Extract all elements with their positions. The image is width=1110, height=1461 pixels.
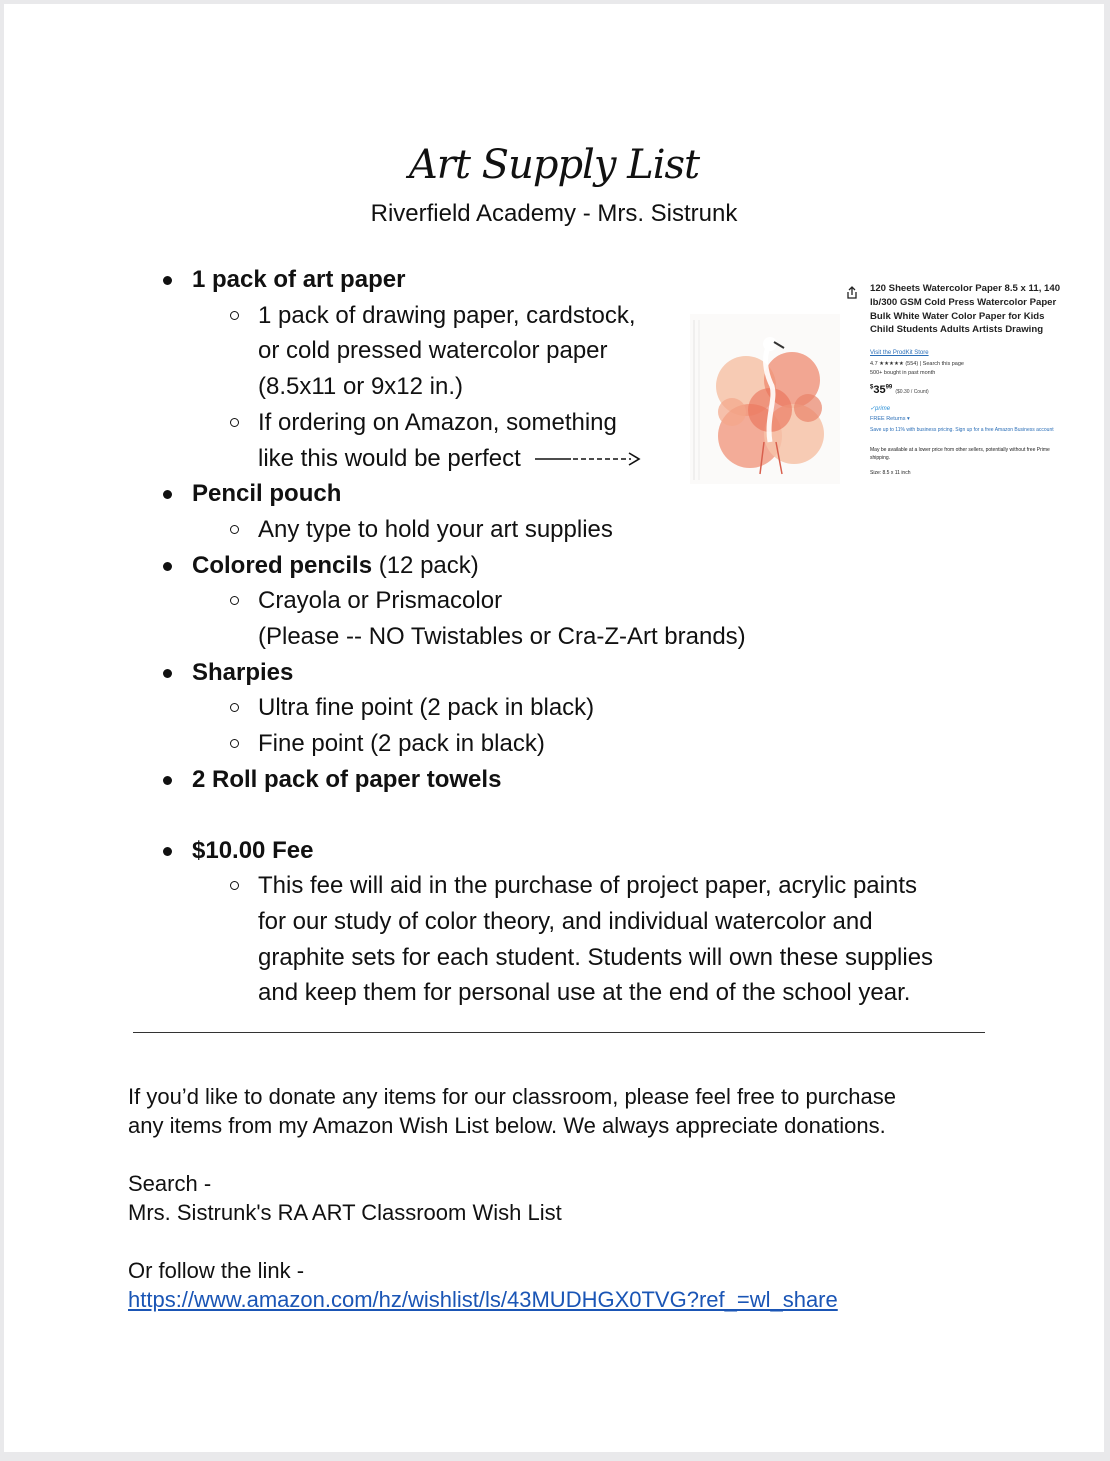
list-item-label: Colored pencils: [192, 551, 373, 579]
page-subtitle: Riverfield Academy - Mrs. Sistrunk: [370, 200, 738, 227]
sub-list: [192, 868, 1052, 1011]
list-item-label: 2 Roll pack of paper towels: [192, 765, 502, 793]
list-item-sharpies: [152, 655, 1052, 762]
sub-item-text: like this would be perfect: [258, 444, 521, 472]
sub-item-line: Fine point (2 pack in black): [258, 730, 545, 758]
page-title: Art Supply List: [408, 142, 700, 188]
sub-item-line: for our study of color theory, and individual watercolor and: [258, 907, 873, 935]
sub-item-line: 1 pack of drawing paper, cardstock,: [258, 301, 636, 329]
sub-item: [192, 868, 1052, 1011]
price-cents: 99: [885, 384, 893, 391]
wishlist-link[interactable]: https://www.amazon.com/hz/wishlist/ls/43MUDHGX0TVG?ref_=wl_share: [128, 1287, 838, 1312]
sub-item-line: (Please -- NO Twistables or Cra-Z-Art brands): [258, 623, 746, 651]
sub-item-line: Any type to hold your art supplies: [258, 515, 613, 543]
sub-list: [192, 583, 1052, 654]
free-returns-label: FREE Returns: [870, 416, 906, 422]
spacer: [152, 798, 1052, 833]
sub-item-line: graphite sets for each student. Students will own these supplies: [258, 943, 934, 971]
product-price: $^{\$}35^{99}$ ($0.30 / Count): [870, 384, 929, 396]
sub-list: [192, 512, 1052, 548]
product-title: 120 Sheets Watercolor Paper 8.5 x 11, 140 lb/300 GSM Cold Press Watercolor Paper Bulk White Water Color Paper for Kids Child Students Adults Artists Drawing: [870, 283, 1061, 336]
watercolor-flamingo-image: [690, 314, 840, 484]
sub-item-line: and keep them for personal use at the end of the school year.: [258, 979, 911, 1007]
sub-item: [192, 690, 1052, 726]
product-rating: 4.7 ★★★★★ (554) | Search this page: [870, 361, 964, 367]
bought-count: 500+ bought in past month: [870, 370, 936, 376]
spacer: [128, 1227, 1028, 1256]
sub-item: [192, 512, 1052, 548]
list-item-pencil-pouch: [152, 476, 1052, 547]
product-size: Size: 8.5 x 11 inch: [870, 470, 911, 476]
sub-item-line: This fee will aid in the purchase of project paper, acrylic paints: [258, 872, 918, 900]
sub-item: [192, 583, 1052, 654]
document-page: [4, 4, 1104, 1452]
list-item-label: 1 pack of art paper: [192, 266, 406, 293]
arrow-right-icon: [535, 452, 643, 466]
list-item-label: $10.00 Fee: [192, 836, 314, 864]
sub-item-line: Crayola or Prismacolor: [258, 587, 503, 615]
sub-item-line: Ultra fine point (2 pack in black): [258, 694, 595, 722]
sub-item-line: or cold pressed watercolor paper: [258, 337, 608, 365]
business-pricing: Save up to 11% with business pricing. Sign up for a free Amazon Business account: [870, 427, 1054, 433]
prime-label: prime: [875, 406, 891, 412]
lower-price-note: May be available at a lower price from other sellers, potentially without free Prime shipping.: [870, 447, 1050, 461]
donate-text-line: If you’d like to donate any items for our classroom, please feel free to purchase: [128, 1084, 896, 1109]
sub-list: [192, 690, 1052, 761]
divider: [133, 1032, 985, 1033]
list-item-fee: [152, 833, 1052, 1012]
sub-item: [192, 726, 1052, 762]
sub-item-line: (8.5x11 or 9x12 in.): [258, 373, 463, 401]
price-unit: ($0.30 / Count): [895, 389, 929, 395]
search-label: Search -: [128, 1171, 212, 1196]
sub-item-line: If ordering on Amazon, something: [258, 408, 617, 436]
list-item-suffix: (12 pack): [372, 551, 479, 579]
chevron-down-icon: ▾: [907, 416, 910, 422]
list-item-label: Pencil pouch: [192, 480, 342, 508]
list-item-colored-pencils: [152, 548, 1052, 655]
free-returns: [870, 416, 910, 422]
price-dollars: 35: [873, 384, 886, 396]
store-link: Visit the ProdKit Store: [870, 350, 929, 356]
donate-text-line: any items from my Amazon Wish List below. We always appreciate donations.: [128, 1113, 886, 1138]
donation-section: [128, 1082, 1028, 1314]
spacer: [128, 1140, 1028, 1169]
prime-badge: ✓prime: [870, 406, 891, 412]
list-item-paper-towels: [152, 762, 1052, 798]
share-icon: [846, 286, 858, 300]
wishlist-search-term: Mrs. Sistrunk's RA ART Classroom Wish List: [128, 1200, 562, 1225]
list-item-label: Sharpies: [192, 658, 294, 686]
link-label: Or follow the link -: [128, 1258, 305, 1283]
amazon-product-screenshot: [690, 274, 1066, 484]
